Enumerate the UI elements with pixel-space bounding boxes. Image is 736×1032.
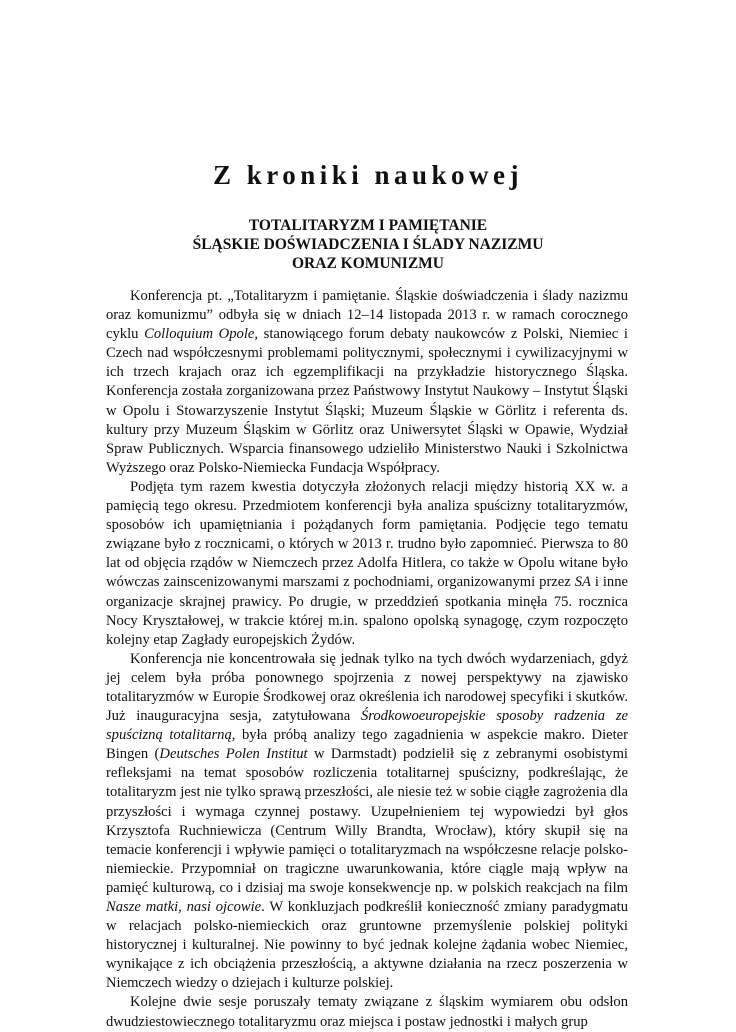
paragraph-text: , była próbą analizy tego zagadnienia w aspekcie makro. Dieter Bingen ( [106,727,629,763]
section-title: Z kroniki naukowej [212,160,524,190]
paragraph-text: Kolejne dwie sesje poruszały tematy związane z śląskim wymiarem obu odsłon dwudziestowiecznego totalitaryzmu oraz miejsca i postaw jednostki i małych grup [106,994,628,1030]
article-title-line: ŚLĄSKIE DOŚWIADCZENIA I ŚLADY NAZIZMU [192,236,544,253]
article-title-line: TOTALITARYZM I PAMIĘTANIE [248,217,488,234]
article-title-line: ORAZ KOMUNIZMU [292,255,444,272]
article-body [106,287,628,1032]
body-paragraph [106,993,628,1031]
italic-text: SA [574,574,591,591]
paragraph-text: i inne organizacje skrajnej prawicy. Po drugie, w przeddzień spotkania minęła 75. rocznica Nocy Kryształowej, w trakcie której m.in. spalono opolską synagogę, czym rozpoczęto kolejny etap Zagłady europejskich Żydów. [106,574,628,648]
italic-text: Deutsches Polen Institut [159,746,308,763]
body-paragraph [106,650,628,994]
paragraph-text: , stanowiącego forum debaty naukowców z Polski, Niemiec i Czech nad współczesnymi problemami politycznymi, społecznymi i cywilizacyjnymi w ich trzech krajach oraz ich egzemplifikacji na przykładzie historycznego Śląska. Konferencja została zorganizowana przez Państwowy Instytut Naukowy – Instytut Śląski w Opolu i Stowarzyszenie Instytut Śląski; Muzeum Śląskie w Görlitz i referenta ds. kultury przy Muzeum Śląskim w Görlitz oraz Uniwersytet Śląski w Opawie, Wydział Spraw Publicznych. Wsparcia finansowego udzieliło Ministerstwo Nauki i Szkolnictwa Wyższego oraz Polsko-Niemiecka Fundacja Współpracy. [106,326,628,476]
paragraph-text: Podjęta tym razem kwestia dotyczyła złożonych relacji między historią XX w. a pamięcią tego okresu. Przedmiotem konferencji była analiza spuścizny totalitaryzmów, sposobów ich upamiętniania i pożądanych form pamiętania. Podjęcie tego tematu związane było z rocznicami, o których w 2013 r. trudno było zapomnieć. Pierwsza to 80 lat od objęcia rządów w Niemczech przez Adolfa Hitlera, co także w Opolu witane było wówczas zainscenizowanymi marszami z pochodniami, organizowanymi przez [106,478,628,591]
italic-text: Nasze matki, nasi ojcowie [106,899,262,915]
paragraph-text: . W konkluzjach podkreślił konieczność zmiany paradygmatu w relacjach polsko-niemieckich oraz gruntowne przemyślenie polskiej polityki historycznej i kulturalnej. Nie powinny to być jednak kolejne żądania wobec Niemiec, wynikające z ich obciążenia przeszłością, a aktywne działania na rzecz poszerzenia w Niemczech wiedzy o dziejach i kulturze polskiej. [106,899,628,992]
paragraph-text: w Darmstadt) podzielił się z zebranymi osobistymi refleksjami na temat sposobów rozliczenia totalitarnej spuścizny, podkreślając, że totalitaryzm jest nie tylko sprawą przeszłości, ale niesie też w sobie ciągłe zagrożenia dla przyszłości i wymaga czynnej postawy. Uzupełnieniem tej wypowiedzi był głos Krzysztofa Ruchniewicza (Centrum Willy Brandta, Wrocław), który skupił się na temacie konferencji i wpływie pamięci o totalitaryzmach na współczesne relacje polsko-niemieckie. Przypomniał on tragiczne uwarunkowania, które ciągle mają wpływ na pamięć kulturową, co i dzisiaj ma swoje konsekwencje np. w polskich reakcjach na film [106,746,628,896]
article-title [0,216,736,273]
paragraph-text: Konferencja nie koncentrowała się jednak tylko na tych dwóch wydarzeniach, gdyż jej celem była próba ponownego spojrzenia z nowej perspektywy na zjawisko totalitaryzmów w Europie Środkowej oraz określenia ich narodowej specyfiki i skutków. Już inauguracyjna sesja, zatytułowana [106,650,628,725]
italic-text: Środkowoeuropejskie sposoby radzenia ze spuścizną totalitarną [106,708,629,744]
body-paragraph [106,287,628,478]
paragraph-text: Konferencja pt. „Totalitaryzm i pamiętanie. Śląskie doświadczenia i ślady nazizmu oraz komunizmu” odbyła się w dniach 12–14 listopada 2013 r. w ramach corocznego cyklu [106,288,628,343]
body-paragraph [106,478,628,650]
italic-text: Colloquium Opole [144,326,255,343]
